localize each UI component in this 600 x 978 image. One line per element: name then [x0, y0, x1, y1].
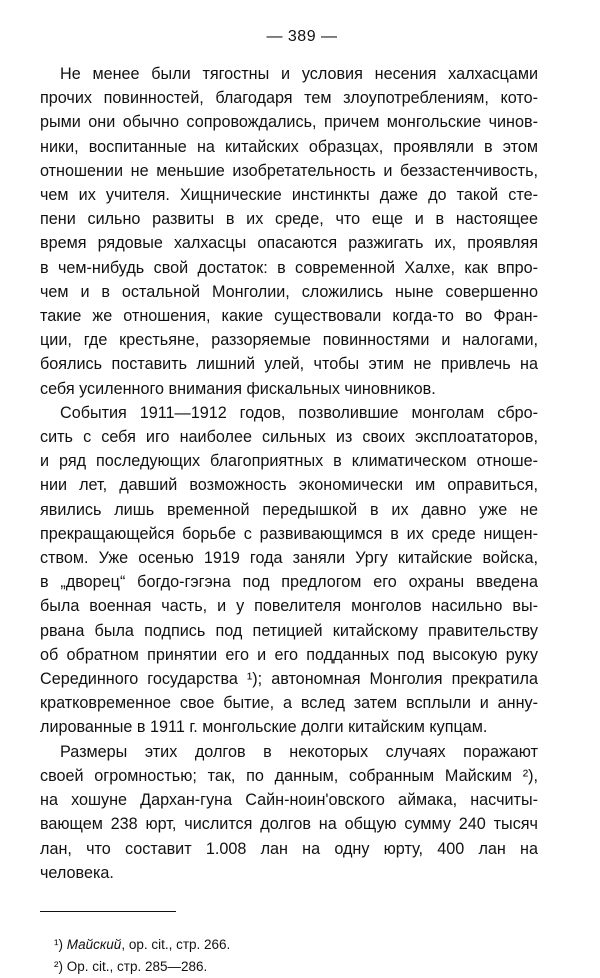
text-line: ции, где крестьяне, раззоряемые повинностями и налогами,	[40, 331, 538, 350]
text-line: лан, что составит 1.008 лан на одну юрту, 400 лан на	[40, 839, 538, 858]
text-line: сить с себя иго наиболее сильных из своих эксплоататоров,	[40, 428, 538, 447]
text-line: явились лишь временной передышкой в их давно уже не	[40, 500, 538, 519]
text-line: прочих повинностей, благодаря тем злоупотреблениям, кото-	[40, 89, 538, 108]
text-line: и ряд последующих благоприятных в климатическом отноше-	[40, 452, 538, 471]
text-line: рвана была подпись под петицией китайскому правительству	[40, 621, 538, 640]
paragraph	[40, 740, 538, 885]
text-line: человека.	[40, 863, 114, 882]
text-line: время рядовые халхасцы опасаются разжигать их, проявляя	[40, 234, 538, 253]
text-line: ники, воспитанные на китайских образцах, проявляли в этом	[40, 137, 538, 156]
text-line: ством. Уже осенью 1919 года заняли Ургу китайские войска,	[40, 549, 538, 568]
text-line: своей огромностью; так, по данным, собранным Майским ²),	[40, 766, 538, 785]
text-line: прекращающейся борьбе с развивающимся в их среде нищен-	[40, 524, 538, 543]
page-number: — 389 —	[266, 28, 338, 45]
footnote	[54, 934, 538, 956]
text-line: в чем-нибудь свой достаток: в современной Халхе, как впро-	[40, 258, 538, 277]
text-line: Не менее были тягостны и условия несения халхасцами	[60, 65, 538, 83]
text-line: отношении не меньшие изобретательность и беззастенчивость,	[40, 161, 538, 180]
footnote	[54, 956, 538, 978]
footnote-divider	[40, 911, 176, 912]
text-line: на хошуне Дархан-гуна Сайн-ноин'овского аймака, насчиты-	[40, 791, 538, 810]
text-line: Серединного государства ¹); автономная Монголия прекратила	[40, 670, 538, 689]
text-line: кратковременное свое бытие, а вслед затем всплыли и анну-	[40, 694, 538, 713]
text-line: была военная часть, и у повелителя монголов насильно вы-	[40, 597, 538, 616]
text-line: чем их учителя. Хищнические инстинкты даже до такой сте-	[40, 186, 538, 205]
text-line: боялись поставить лишний улей, чтобы этим не привлечь на	[40, 355, 538, 374]
text-line: Размеры этих долгов в некоторых случаях поражают	[60, 742, 538, 761]
footnote-mark: ¹)	[54, 936, 67, 952]
text-line: об обратном принятии его и его подданных под высокую руку	[40, 645, 538, 664]
paragraph	[40, 401, 538, 740]
text-line: рыми они обычно сопровождались, причем монгольские чинов-	[40, 113, 538, 132]
footnote-text: Op. cit., стр. 285—286.	[66, 958, 208, 974]
text-line: чем и в остальной Монголии, сложились ныне совершенно	[40, 282, 538, 301]
body-text	[40, 62, 538, 885]
footnote-author: Майский	[66, 936, 122, 952]
text-line: себя усиленного внимания фискальных чиновников.	[40, 379, 436, 398]
text-line: вающем 238 юрт, числится долгов на общую сумму 240 тысяч	[40, 815, 538, 834]
footnote-mark: ²)	[54, 958, 67, 974]
text-line: События 1911—1912 годов, позволившие монголам сбро-	[60, 403, 538, 422]
paragraph	[40, 62, 538, 401]
text-line: нии лет, давший возможность экономически им оправиться,	[40, 476, 538, 495]
text-line: такие же отношения, какие существовали когда-то во Фран-	[40, 307, 538, 326]
text-line: пени сильно развиты в их среде, что еще и в настоящее	[40, 210, 538, 229]
text-line: лированные в 1911 г. монгольские долги китайским купцам.	[40, 718, 488, 737]
document-page	[40, 28, 538, 978]
footnote-text: , op. cit., стр. 266.	[121, 936, 231, 952]
footnotes	[40, 934, 538, 978]
text-line: в „дворец“ богдо-гэгэна под предлогом его охраны введена	[40, 573, 538, 592]
